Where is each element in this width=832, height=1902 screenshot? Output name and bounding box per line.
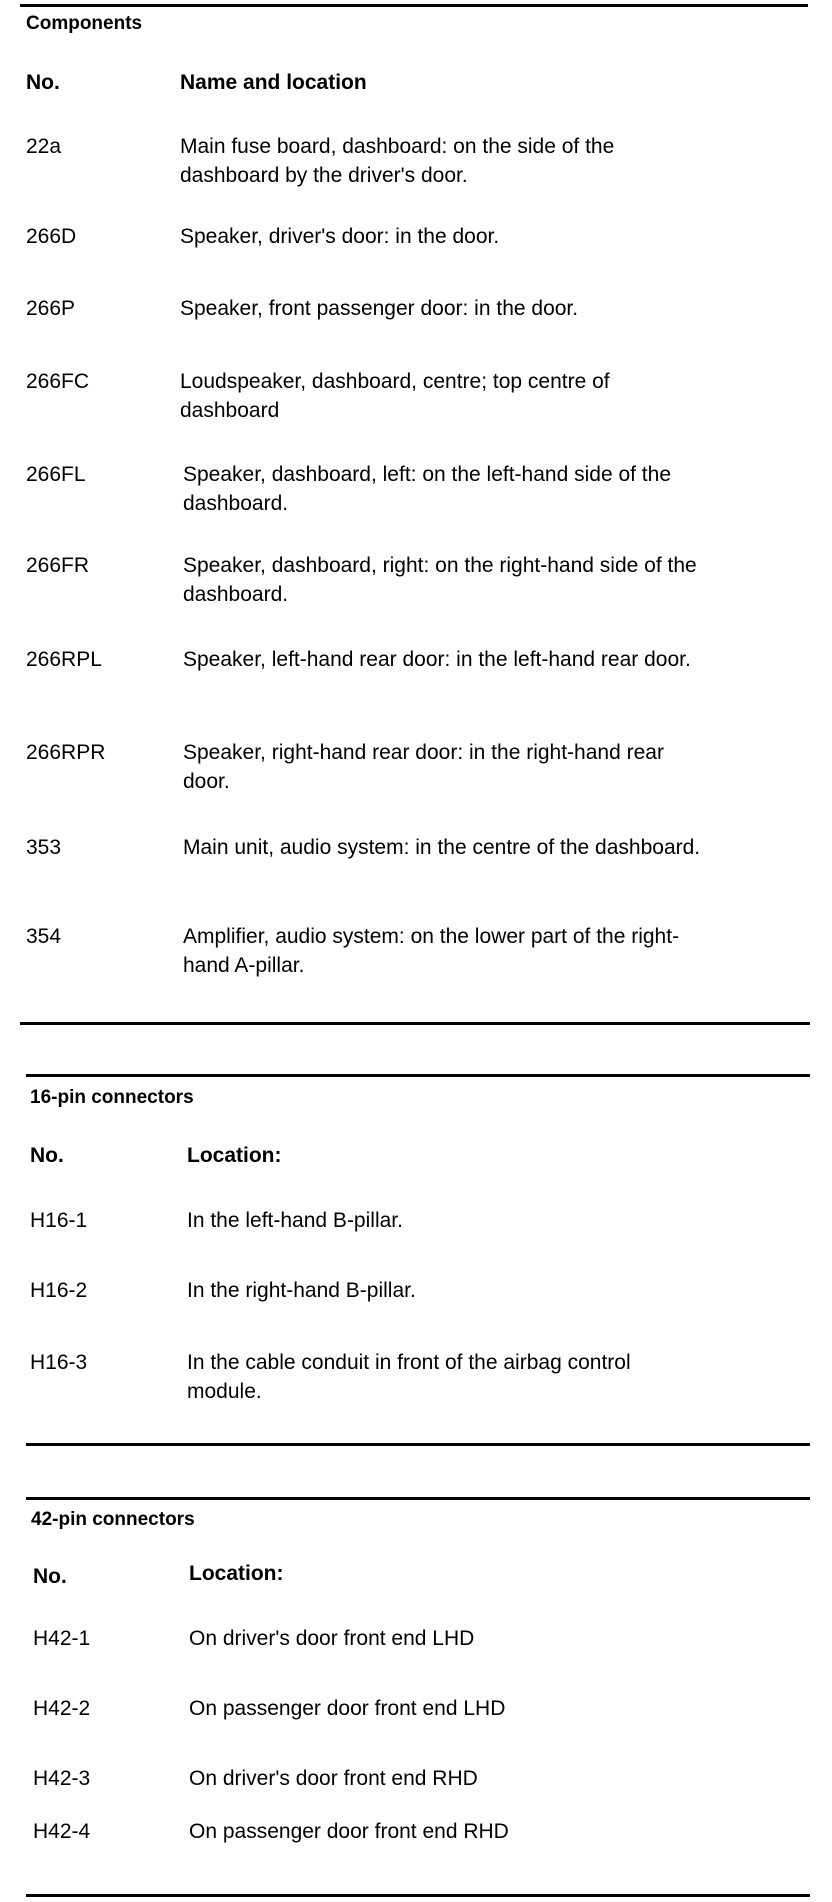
row-description: Speaker, right-hand rear door: in the right-hand rear door. — [183, 741, 664, 793]
row-description: Speaker, front passenger door: in the door. — [180, 297, 579, 320]
row-number: 22a — [26, 135, 62, 158]
row-number: 266D — [26, 225, 77, 248]
row-number: 266FC — [26, 370, 90, 393]
row-description: Main unit, audio system: in the centre of the dashboard. — [183, 836, 701, 859]
row-number: 266RPR — [26, 741, 106, 764]
row-description: Speaker, left-hand rear door: in the left-hand rear door. — [183, 648, 691, 671]
row-number: H16-1 — [30, 1209, 88, 1232]
row-number: 266FR — [26, 554, 90, 577]
connectors42-title: 42-pin connectors — [31, 1509, 195, 1530]
row-description: Main fuse board, dashboard: on the side of the dashboard by the driver's door. — [180, 135, 615, 187]
row-description: Loudspeaker, dashboard, centre; top centre of dashboard — [180, 370, 610, 422]
connectors16-col-location: Location: — [187, 1144, 282, 1167]
row-description: On passenger door front end LHD — [189, 1697, 506, 1720]
row-number: H42-3 — [33, 1767, 91, 1790]
section-top-rule — [26, 1497, 810, 1500]
components-col-no: No. — [26, 71, 60, 94]
row-number: H42-1 — [33, 1627, 91, 1650]
row-number: 266P — [26, 297, 76, 320]
row-description: Speaker, dashboard, left: on the left-hand side of the dashboard. — [183, 463, 672, 515]
connectors16-title: 16-pin connectors — [30, 1087, 194, 1108]
row-number: H16-3 — [30, 1351, 88, 1374]
row-description: Amplifier, audio system: on the lower part of the right-hand A-pillar. — [183, 925, 680, 977]
row-description: In the right-hand B-pillar. — [187, 1279, 416, 1302]
row-description: On passenger door front end RHD — [189, 1820, 509, 1843]
connectors42-col-location: Location: — [189, 1562, 284, 1585]
row-description: On driver's door front end RHD — [189, 1767, 478, 1790]
components-title: Components — [26, 13, 143, 34]
connectors16-col-no: No. — [30, 1144, 64, 1167]
row-number: H42-4 — [33, 1820, 91, 1843]
row-description: In the cable conduit in front of the airbag control module. — [187, 1351, 631, 1403]
components-col-name: Name and location — [180, 71, 367, 94]
section-bottom-rule — [26, 1443, 810, 1446]
section-top-rule — [26, 1074, 810, 1077]
row-number: 353 — [26, 836, 62, 859]
section-bottom-rule — [20, 1022, 810, 1025]
row-description: In the left-hand B-pillar. — [187, 1209, 403, 1232]
row-description: Speaker, driver's door: in the door. — [180, 225, 500, 248]
row-description: On driver's door front end LHD — [189, 1627, 475, 1650]
row-description: Speaker, dashboard, right: on the right-hand side of the dashboard. — [183, 554, 697, 606]
connectors42-col-no: No. — [33, 1565, 67, 1588]
row-number: 266FL — [26, 463, 86, 486]
row-number: 354 — [26, 925, 62, 948]
section-bottom-rule — [26, 1894, 810, 1897]
row-number: 266RPL — [26, 648, 102, 671]
row-number: H16-2 — [30, 1279, 88, 1302]
section-top-rule — [20, 4, 808, 7]
row-number: H42-2 — [33, 1697, 91, 1720]
